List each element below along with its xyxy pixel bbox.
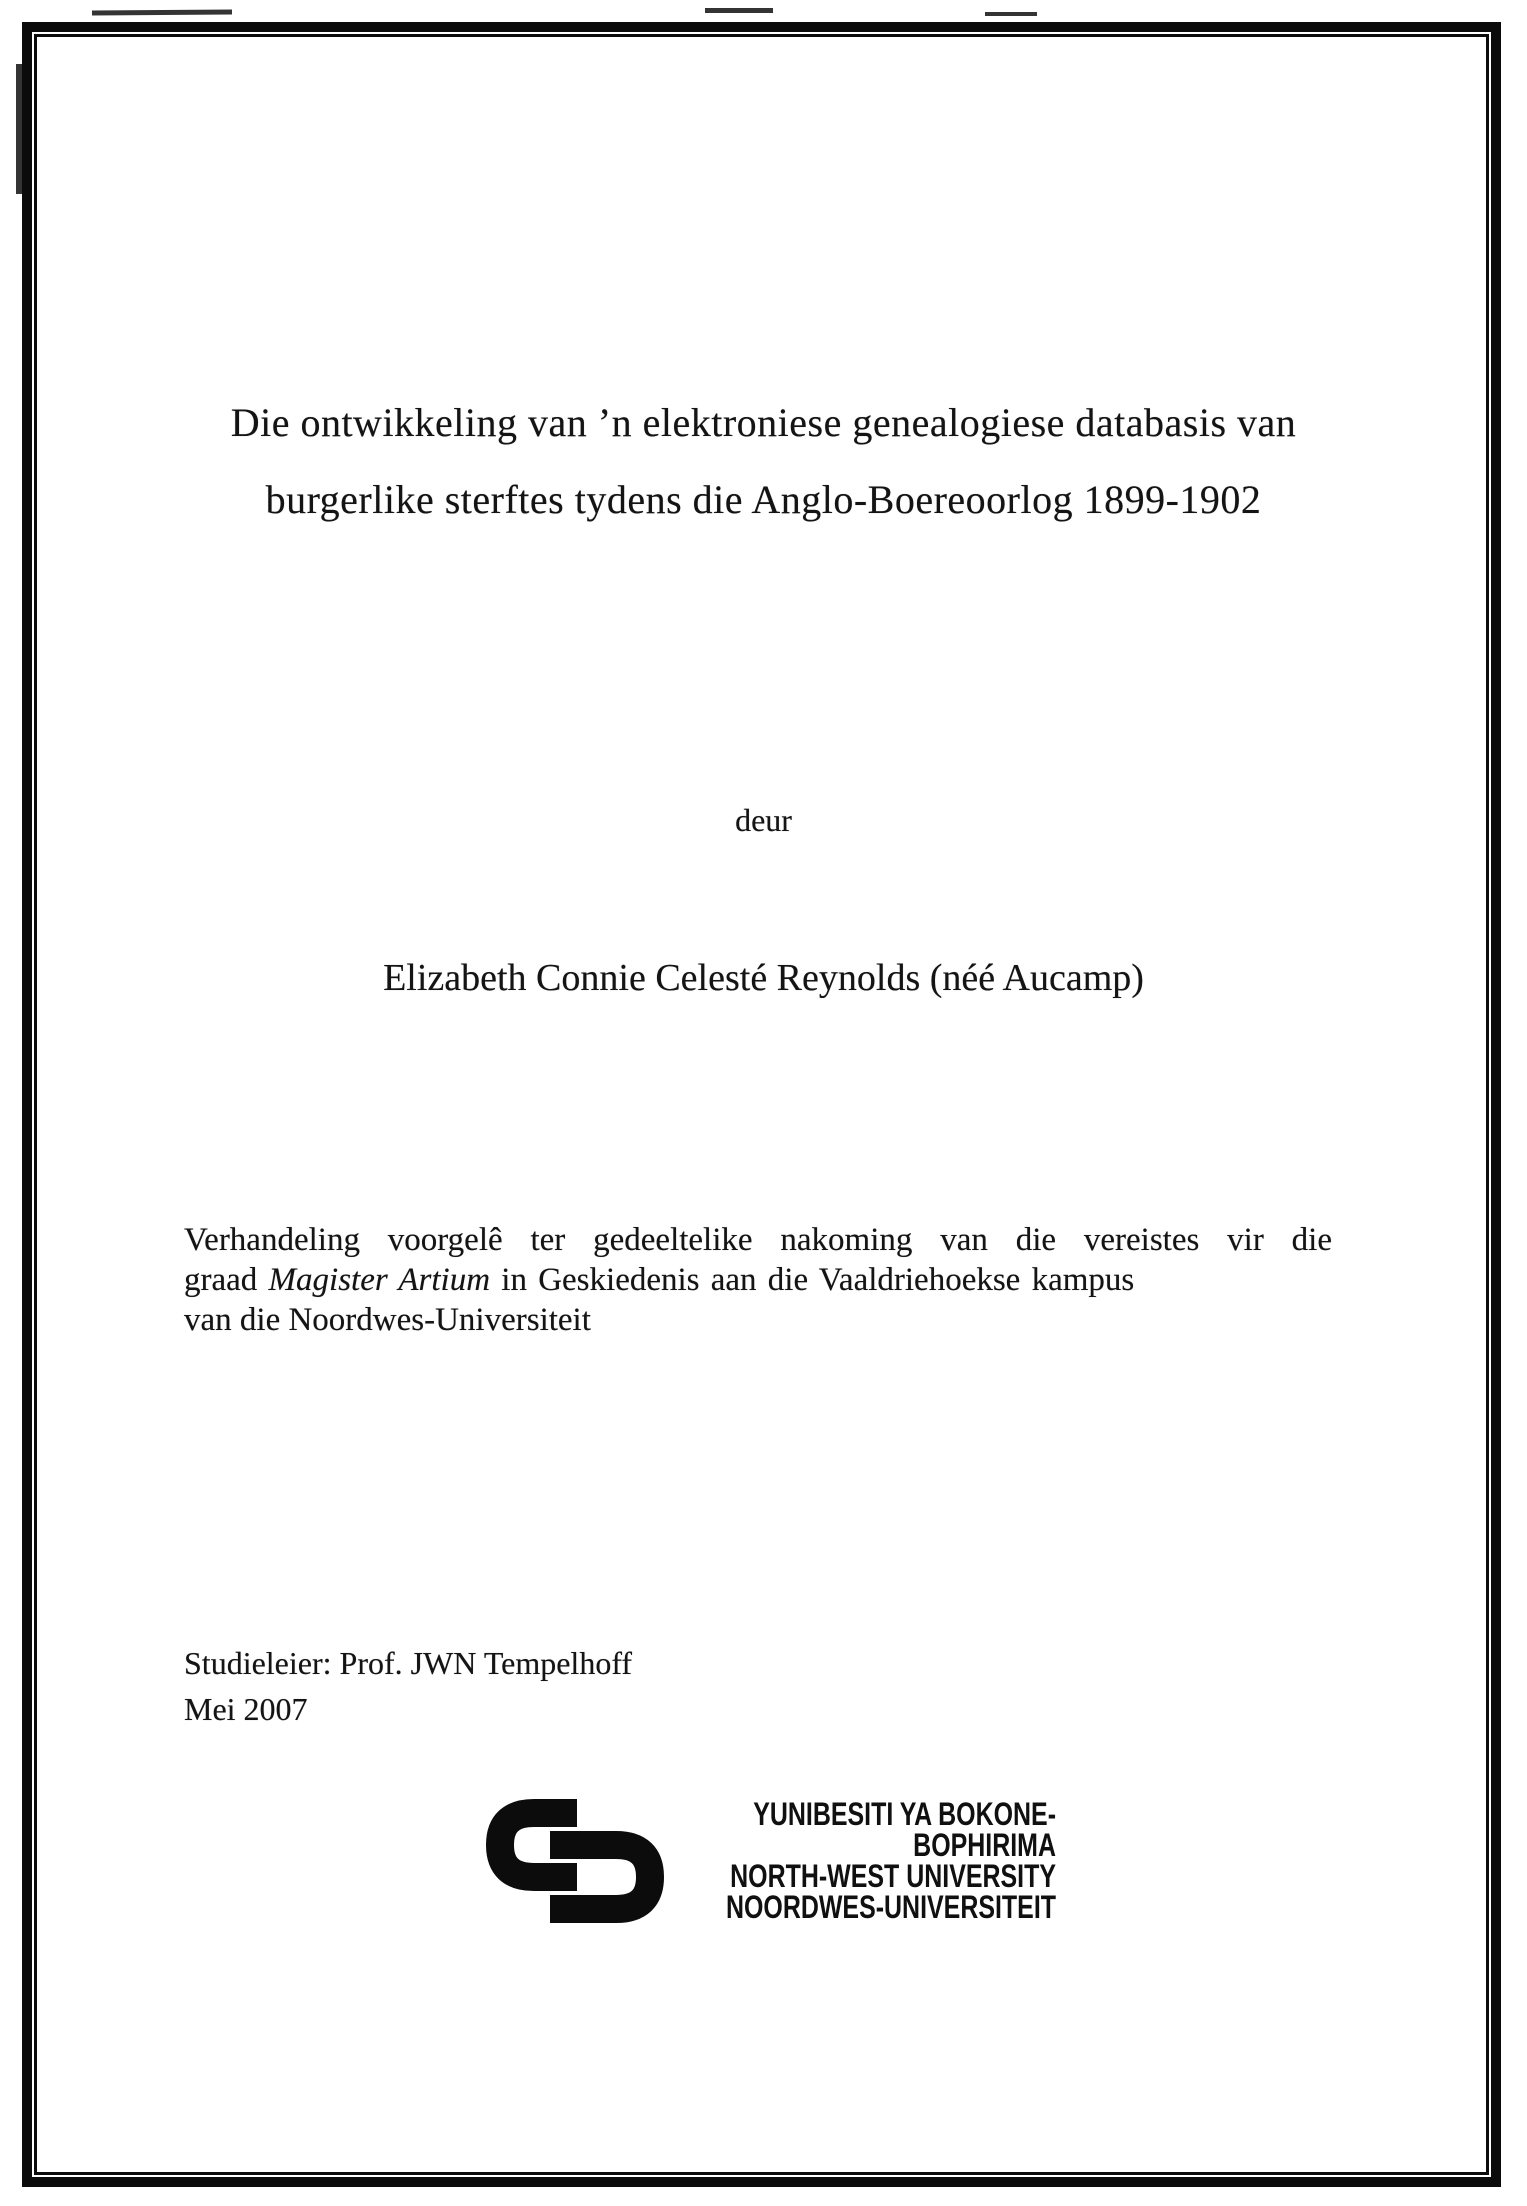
degree-statement-line3: van die Noordwes-Universiteit <box>184 1302 591 1338</box>
nwu-wordmark <box>680 1796 1056 1925</box>
nwu-wordmark-english: NORTH-WEST UNIVERSITY <box>730 1858 1056 1894</box>
supervisor-line: Studieleier: Prof. JWN Tempelhoff <box>184 1645 633 1681</box>
degree-statement-line2-pre: graad <box>184 1262 269 1298</box>
degree-statement-line2-post: in Geskiedenis aan die Vaaldriehoekse kampus <box>490 1262 1135 1298</box>
degree-statement-line1: Verhandeling voorgelê ter gedeeltelike nakoming van die vereistes vir die <box>184 1222 1332 1258</box>
scan-speck <box>92 10 232 16</box>
scan-speck <box>985 12 1037 16</box>
thesis-title <box>0 384 1527 538</box>
date-line: Mei 2007 <box>184 1691 308 1727</box>
scan-speck <box>705 8 773 13</box>
supervisor-block <box>184 1640 632 1732</box>
thesis-title-line2: burgerlike sterftes tydens die Anglo-Boereoorlog 1899-1902 <box>265 477 1262 522</box>
nwu-wordmark-setswana: YUNIBESITI YA BOKONE-BOPHIRIMA <box>753 1796 1056 1863</box>
thesis-title-line1: Die ontwikkeling van ’n elektroniese genealogiese databasis van <box>230 400 1297 445</box>
nwu-chain-links-icon <box>484 1797 666 1929</box>
degree-statement-line2 <box>184 1260 1332 1300</box>
nwu-wordmark-afrikaans: NOORDWES-UNIVERSITEIT <box>725 1889 1056 1925</box>
degree-name-italic: Magister Artium <box>268 1262 491 1298</box>
byline-deur: deur <box>735 802 792 838</box>
author-name: Elizabeth Connie Celesté Reynolds (néé Aucamp) <box>383 957 1144 999</box>
degree-statement <box>184 1220 1332 1340</box>
